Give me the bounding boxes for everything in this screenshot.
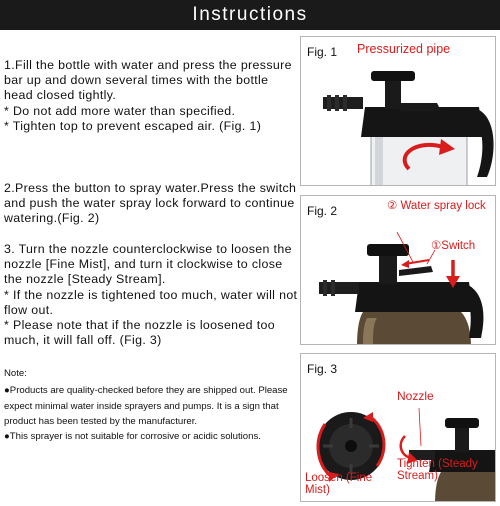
step-2-line: 2.Press the button to spray water.Press the switch and push the water spray lock forward to continue watering.(Fig. 2) (4, 181, 297, 226)
figure-3-label: Fig. 3 (307, 362, 338, 376)
figure-1-label: Fig. 1 (307, 45, 338, 59)
callout-nozzle: Nozzle (397, 389, 434, 403)
figure-2-label: Fig. 2 (307, 204, 338, 218)
figure-1 (300, 36, 496, 186)
header-title: Instructions (192, 4, 308, 25)
note-item-quality: ●Products are quality-checked before they are shipped out. Please expect minimal water inside sprayers and pumps. It is a sign that product has been tested by the manufacturer. (4, 385, 288, 427)
sprayer-pump-illustration-1 (301, 37, 496, 186)
figure-2 (300, 195, 496, 345)
step-1-warning-water: * Do not add more water than specified. (4, 103, 236, 118)
step-1-line: 1.Fill the bottle with water and press the pressure bar up and down several times with the bottle head closed tightly. (4, 58, 292, 103)
notes-section (4, 366, 300, 444)
step-3-line: 3. Turn the nozzle counterclockwise to loosen the nozzle [Fine Mist], and turn it clockwise to close the nozzle [Steady Stream]. (4, 242, 292, 287)
step-2-text (4, 181, 300, 227)
step-1-text (4, 58, 300, 134)
note-item-corrosive: ●This sprayer is not suitable for corrosive or acidic solutions. (4, 431, 261, 443)
step-3-text (4, 242, 300, 348)
figure-3 (300, 353, 496, 502)
step-3-warning-tight: * If the nozzle is tightened too much, water will not flow out. (4, 287, 298, 317)
callout-water-spray-lock: ② Water spray lock (387, 200, 486, 212)
callout-tighten: Tighten (Steady Stream) (397, 458, 478, 482)
callout-loosen: Loosen (Fine Mist) (305, 472, 373, 496)
notes-title: Note: (4, 368, 27, 379)
step-3-warning-loose: * Please note that if the nozzle is loosened too much, it will fall off. (Fig. 3) (4, 318, 275, 348)
callout-pressurized-pipe: Pressurized pipe (357, 42, 451, 56)
step-1-warning-tighten: * Tighten top to prevent escaped air. (Fig. 1) (4, 118, 262, 133)
instructions-header (0, 0, 500, 30)
sprayer-pump-illustration-2 (301, 196, 496, 345)
callout-switch: ①Switch (431, 240, 476, 252)
